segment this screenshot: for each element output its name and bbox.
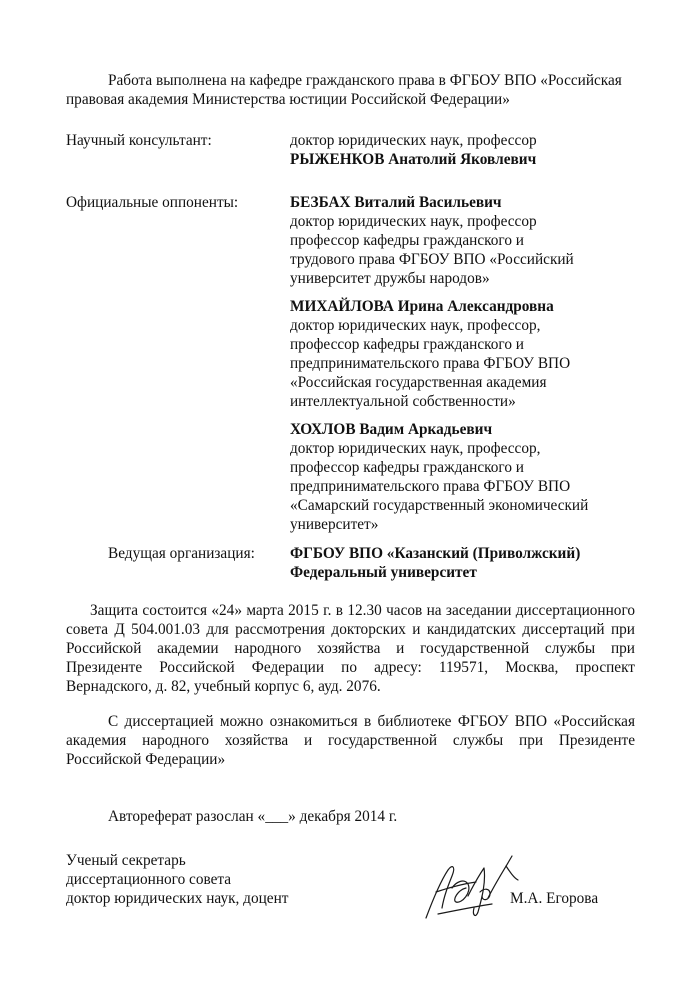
leading-org-line-1: ФГБОУ ВПО «Казанский (Приволжский) xyxy=(290,545,581,562)
opponent-1-line-4: университет дружбы народов» xyxy=(290,270,490,287)
mailing-date: Автореферат разослан «___» декабря 2014 г. xyxy=(108,808,398,825)
opponent-1-name: БЕЗБАХ Виталий Васильевич xyxy=(290,194,502,211)
library-line-2: академия народного хозяйства и государственной службы при Президенте xyxy=(66,732,635,749)
secretary-title: Ученый секретарь xyxy=(66,852,186,869)
secretary-name: М.А. Егорова xyxy=(510,890,599,907)
defense-line-1: Защита состоится «24» марта 2015 г. в 12.30 часов на заседании диссертационного xyxy=(90,602,635,619)
opponent-1-line-2: профессор кафедры гражданского и xyxy=(290,232,524,249)
handwritten-signature xyxy=(418,852,530,924)
opponent-1-line-1: доктор юридических наук, профессор xyxy=(290,213,537,230)
opponent-2-line-5: интеллектуальной собственности» xyxy=(290,393,516,410)
leading-org-label: Ведущая организация: xyxy=(108,545,255,562)
opponent-3-line-3: предпринимательского права ФГБОУ ВПО xyxy=(290,478,571,495)
opponent-1-line-3: трудового права ФГБОУ ВПО «Российский xyxy=(290,251,574,268)
defense-line-3: Российской академии народного хозяйства и государственной службы при xyxy=(66,640,635,657)
defense-line-2: совета Д 504.001.03 для рассмотрения докторских и кандидатских диссертаций при xyxy=(66,621,635,638)
intro-line-2: правовая академия Министерства юстиции Российской Федерации» xyxy=(66,91,510,108)
leading-org-line-2: Федеральный университет xyxy=(290,564,477,581)
consultant-degree: доктор юридических наук, профессор xyxy=(290,132,537,149)
intro-line-1: Работа выполнена на кафедре гражданского права в ФГБОУ ВПО «Российская xyxy=(108,72,622,89)
secretary-degree: доктор юридических наук, доцент xyxy=(66,890,289,907)
library-line-3: Российской Федерации» xyxy=(66,751,226,768)
defense-line-4: Президенте Российской Федерации по адресу: 119571, Москва, проспект xyxy=(66,659,635,676)
opponents-label: Официальные оппоненты: xyxy=(66,194,239,211)
opponent-2-line-1: доктор юридических наук, профессор, xyxy=(290,317,541,334)
library-line-1: С диссертацией можно ознакомиться в библиотеке ФГБОУ ВПО «Российская xyxy=(108,713,635,730)
opponent-3-name: ХОХЛОВ Вадим Аркадьевич xyxy=(290,421,493,438)
secretary-council: диссертационного совета xyxy=(66,871,232,888)
opponent-3-line-4: «Самарский государственный экономический xyxy=(290,497,589,514)
consultant-label: Научный консультант: xyxy=(66,132,212,149)
opponent-2-line-2: профессор кафедры гражданского и xyxy=(290,336,524,353)
opponent-2-line-4: «Российская государственная академия xyxy=(290,374,547,391)
opponent-3-line-5: университет» xyxy=(290,516,379,533)
defense-line-5: Вернадского, д. 82, учебный корпус 6, ауд. 2076. xyxy=(66,678,381,695)
opponent-2-name: МИХАЙЛОВА Ирина Александровна xyxy=(290,298,554,315)
opponent-2-line-3: предпринимательского права ФГБОУ ВПО xyxy=(290,355,571,372)
opponent-3-line-1: доктор юридических наук, профессор, xyxy=(290,440,541,457)
consultant-name: РЫЖЕНКОВ Анатолий Яковлевич xyxy=(290,151,537,168)
opponent-3-line-2: профессор кафедры гражданского и xyxy=(290,459,524,476)
